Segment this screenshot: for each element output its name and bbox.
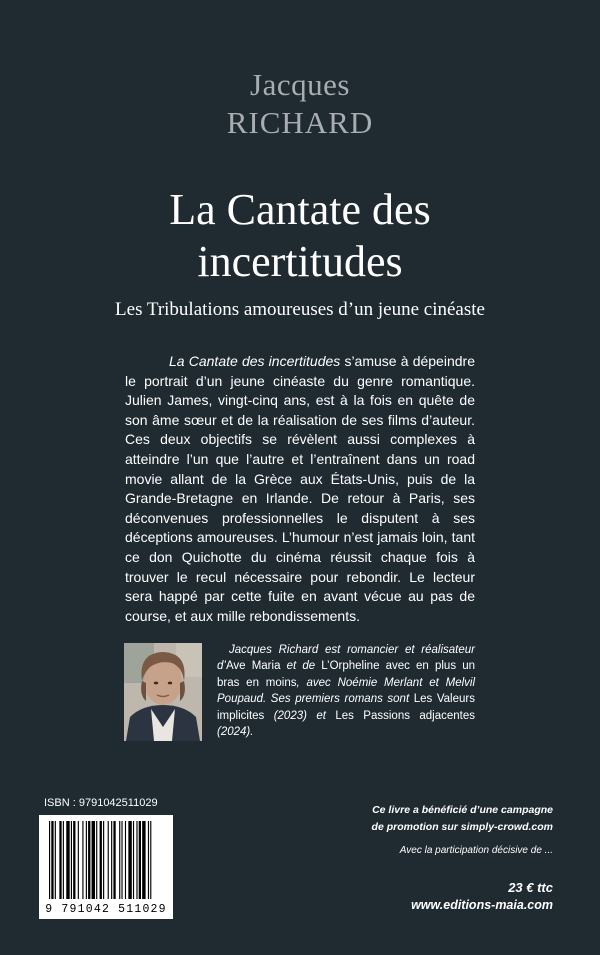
publisher-website: www.editions-maia.com: [411, 898, 553, 912]
barcode-bar: [66, 821, 69, 899]
barcode-bar: [73, 821, 75, 899]
barcode-bar: [78, 821, 79, 899]
barcode-bar: [71, 821, 72, 899]
synopsis: [125, 352, 475, 626]
author-name: [0, 66, 600, 142]
participation-note: Avec la participation décisive de ...: [399, 845, 553, 856]
barcode-bar: [92, 821, 95, 899]
promo-notice: [293, 802, 553, 835]
isbn-label: ISBN : 9791042511029: [44, 797, 158, 809]
bio-book-2: Les Passions adjacentes: [335, 709, 476, 722]
barcode-bar: [133, 821, 134, 899]
barcode-bar: [100, 821, 102, 899]
barcode-bar: [119, 821, 120, 899]
bio-text-2: et de: [280, 660, 322, 673]
barcode-bar: [88, 821, 90, 899]
barcode-bar: [59, 821, 61, 899]
barcode-bar: [139, 821, 141, 899]
book-title: [0, 184, 600, 288]
synopsis-title-ref: La Cantate des incertitudes: [169, 353, 341, 369]
bio-film-2: L’Orpheline avec en plus un bras en moins: [217, 660, 476, 689]
barcode-bar: [113, 821, 115, 899]
bio-text-5: (2024).: [217, 726, 254, 739]
barcode-bar: [86, 821, 87, 899]
book-title-line1: La Cantate des: [169, 185, 431, 234]
barcode-bar: [136, 821, 137, 899]
barcode-bar: [103, 821, 104, 899]
promo-line-2: de promotion sur simply-crowd.com: [371, 820, 553, 833]
barcode-bar: [150, 821, 151, 899]
barcode-bar: [108, 821, 109, 899]
bio-text-4: (2023) et: [264, 709, 336, 722]
barcode-bar: [111, 821, 112, 899]
barcode-bar: [125, 821, 126, 899]
bio-text-1: Jacques Richard est romancier et réalisateur d’: [217, 644, 475, 673]
barcode: [39, 815, 173, 919]
barcode-bar: [63, 821, 64, 899]
promo-line-1: Ce livre a bénéficié d’une campagne: [372, 804, 553, 816]
price: 23 € ttc: [508, 880, 553, 895]
barcode-bar: [148, 821, 149, 899]
author-bio: [217, 642, 475, 740]
author-last-name: RICHARD: [226, 105, 374, 140]
barcode-bar: [49, 821, 50, 899]
barcode-digits: 9 791042 511029: [45, 903, 167, 916]
bio-book-1: Les Valeurs implicites: [217, 693, 475, 722]
barcode-bar: [55, 821, 56, 899]
barcode-bar: [128, 821, 131, 899]
barcode-bar: [121, 821, 122, 899]
barcode-bar: [142, 821, 145, 899]
bio-text-3: , avec Noémie Merlant et Melvil Poupaud. Ses premiers romans sont: [217, 676, 476, 706]
book-title-line2: incertitudes: [197, 237, 403, 286]
bio-film-1: Ave Maria: [225, 660, 281, 673]
book-subtitle: Les Tribulations amoureuses d’un jeune cinéaste: [115, 299, 485, 320]
author-first-name: Jacques: [250, 67, 350, 102]
author-photo: [124, 643, 202, 741]
barcode-bar: [96, 821, 97, 899]
barcode-bar: [51, 821, 53, 899]
barcode-bar: [82, 821, 83, 899]
synopsis-text: s’amuse à dépeindre le portrait d’un jeune cinéaste du genre romantique. Julien James, vingt-cinq ans, est à la fois en quête de son âme sœur et de la réalisation de ses films d’auteur. Ces deux objectifs se révèlent aussi complexes à atteindre l’un que l’autre et l’entraînent dans un road movie allant de la Grèce aux États-Unis, puis de la Grande-Bretagne en Irlande. De retour à Paris, ses déconvenues professionnelles le disputent à ses déceptions amoureuses. L’humour n’est jamais loin, tant ce don Quichotte du cinéma réussit chaque fois à trouver le recul nécessaire pour rebondir. Le lecteur sera happé par cette fuite en avant vécue au pas de course, et aux mille rebondissements.: [125, 353, 475, 624]
